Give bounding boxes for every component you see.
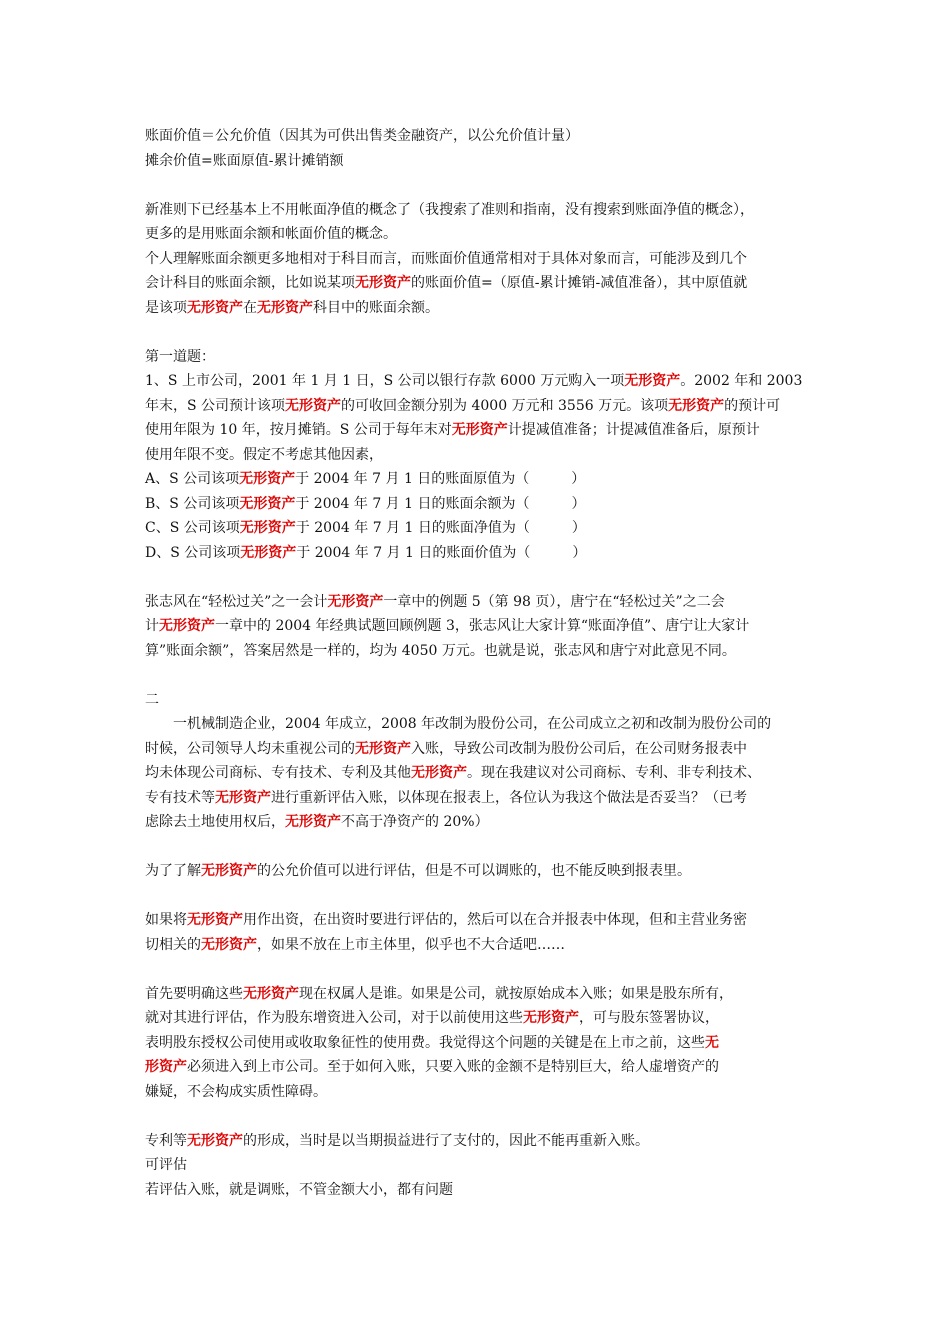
text-segment: 是该项	[145, 299, 187, 316]
keyword-highlight: 无形资产	[355, 275, 411, 291]
text-line	[145, 516, 817, 541]
text-segment: 一章中的 2004 年经典试题回顾例题 3，张志风让大家计算“账面净值”、唐宁让大家计	[215, 618, 750, 634]
text-segment: 如果将	[145, 912, 187, 928]
text-segment: 不高于净资产的 20%）	[341, 814, 489, 830]
text-line	[145, 271, 817, 296]
keyword-highlight: 无形资产	[523, 1010, 579, 1026]
blank-line	[145, 835, 817, 860]
text-segment: 专利等	[145, 1132, 187, 1149]
text-line	[145, 933, 817, 958]
keyword-highlight: 无形资产	[187, 299, 243, 316]
text-segment: 于 2004 年 7 月 1 日的账面价值为（ ）	[296, 544, 587, 561]
text-segment: 时候，公司领导人均未重视公司的	[145, 740, 355, 757]
text-line	[145, 1031, 817, 1056]
keyword-highlight: 无形资产	[240, 544, 297, 561]
text-segment: C、S 公司该项	[145, 520, 240, 536]
text-segment: 首先要明确这些	[145, 985, 243, 1002]
text-segment: 的公允价值可以进行评估，但是不可以调账的，也不能反映到报表里。	[257, 863, 691, 879]
text-segment: 用作出资，在出资时要进行评估的，然后可以在合并报表中体现，但和主营业务密	[243, 912, 747, 928]
text-line	[145, 1153, 817, 1178]
text-line	[145, 688, 817, 713]
blank-line	[145, 957, 817, 982]
text-segment: 的账面价值=（原值-累计摊销-减值准备），其中原值就	[411, 275, 748, 291]
text-line	[145, 369, 817, 394]
text-segment: 1、S 上市公司，2001 年 1 月 1 日，S 公司以银行存款 6000 万元购入一项	[145, 373, 625, 389]
text-line	[145, 908, 817, 933]
text-segment: 算”账面余额”，答案居然是一样的，均为 4050 万元。也就是说，张志风和唐宁对此意见不同。	[145, 642, 736, 659]
text-line	[145, 1055, 817, 1080]
text-line	[145, 149, 817, 174]
text-segment: 必须进入到上市公司。至于如何入账，只要入账的金额不是特别巨大，给人虚增资产的	[187, 1059, 719, 1075]
blank-line	[145, 565, 817, 590]
text-segment: 虑除去土地使用权后，	[145, 814, 285, 830]
text-segment: D、S 公司该项	[145, 544, 241, 561]
text-segment: 计	[145, 618, 159, 634]
text-segment: 的可收回金额分别为 4000 万元和 3556 万元。该项	[341, 397, 669, 414]
text-line	[145, 247, 817, 272]
text-line	[145, 614, 817, 639]
text-segment: 科目中的账面余额。	[313, 299, 439, 316]
text-segment: 账面价值＝公允价值（因其为可供出售类金融资产，以公允价值计量）	[145, 128, 579, 144]
keyword-highlight: 无形资产	[411, 765, 467, 781]
text-segment: 会计科目的账面余额，比如说某项	[145, 275, 355, 291]
text-line	[145, 737, 817, 762]
text-line	[145, 712, 817, 737]
keyword-highlight: 无形资产	[159, 618, 215, 634]
text-line	[145, 761, 817, 786]
text-line	[145, 859, 817, 884]
keyword-highlight: 无形资产	[239, 495, 296, 512]
text-segment: 专有技术等	[145, 789, 215, 806]
keyword-highlight: 无形资产	[239, 471, 296, 487]
blank-line	[145, 663, 817, 688]
text-line	[145, 443, 817, 468]
text-line	[145, 1129, 817, 1154]
keyword-highlight: 无形资产	[285, 814, 341, 830]
text-segment: 的预计可	[724, 397, 781, 414]
text-segment: 第一道题：	[145, 348, 215, 365]
text-segment: 使用年限不变。假定不考虑其他因素，	[145, 446, 383, 463]
blank-line	[145, 320, 817, 345]
text-segment: 的形成，当时是以当期损益进行了支付的，因此不能再重新入账。	[243, 1132, 649, 1149]
text-segment: 摊余价值=账面原值-累计摊销额	[145, 152, 344, 169]
text-line	[145, 296, 817, 321]
text-segment: 。现在我建议对公司商标、专利、非专利技术、	[467, 765, 761, 781]
blank-line	[145, 173, 817, 198]
keyword-highlight: 无形资产	[668, 397, 725, 414]
text-segment: 新准则下已经基本上不用帐面净值的概念了（我搜索了准则和指南，没有搜索到账面净值的概念），	[145, 201, 754, 218]
text-segment: 使用年限为 10 年，按月摊销。S 公司于每年末对	[145, 422, 452, 438]
keyword-highlight: 无	[705, 1034, 719, 1051]
blank-line	[145, 1104, 817, 1129]
text-segment: 若评估入账，就是调账，不管金额大小，都有问题	[145, 1181, 453, 1198]
keyword-highlight: 无形资产	[243, 985, 299, 1002]
text-segment: 一章中的例题 5（第 98 页），唐宁在“轻松过关”之二会	[383, 593, 725, 610]
keyword-highlight: 无形资产	[201, 863, 257, 879]
text-segment: 为了了解	[145, 863, 201, 879]
text-segment: 均未体现公司商标、专有技术、专利及其他	[145, 765, 411, 781]
text-segment: 嫌疑，不会构成实质性障碍。	[145, 1083, 327, 1100]
keyword-highlight: 无形资产	[355, 740, 411, 757]
blank-line	[145, 884, 817, 909]
text-segment: 二	[145, 691, 159, 708]
text-segment: 一机械制造企业，2004 年成立，2008 年改制为股份公司，在公司成立之初和改制为股份公司的	[173, 716, 772, 732]
text-segment: 就对其进行评估，作为股东增资进入公司，对于以前使用这些	[145, 1010, 523, 1026]
text-segment: 。2002 年和 2003	[680, 373, 803, 389]
keyword-highlight: 形资产	[145, 1059, 187, 1075]
text-line	[145, 810, 817, 835]
text-line	[145, 345, 817, 370]
text-line	[145, 222, 817, 247]
text-segment: 张志风在“轻松过关”之一会计	[145, 593, 328, 610]
text-segment: 现在权属人是谁。如果是公司，就按原始成本入账；如果是股东所有，	[299, 985, 733, 1002]
text-segment: 年末，S 公司预计该项	[145, 397, 286, 414]
text-segment: 个人理解账面余额更多地相对于科目而言，而账面价值通常相对于具体对象而言，可能涉及到几个	[145, 250, 747, 267]
text-segment: 更多的是用账面余额和帐面价值的概念。	[145, 226, 397, 242]
text-line	[145, 1006, 817, 1031]
text-segment: 于 2004 年 7 月 1 日的账面净值为（ ）	[295, 520, 586, 536]
text-segment: 在	[243, 299, 257, 316]
text-line	[145, 1178, 817, 1203]
text-line	[145, 786, 817, 811]
text-line	[145, 198, 817, 223]
text-segment: 进行重新评估入账，以体现在报表上，各位认为我这个做法是否妥当？（已考	[271, 789, 747, 806]
text-segment: 计提减值准备；计提减值准备后，原预计	[507, 422, 760, 438]
document-body	[145, 124, 817, 1202]
text-line	[145, 982, 817, 1007]
keyword-highlight: 无形资产	[451, 422, 508, 438]
text-line	[145, 492, 817, 517]
text-segment: 可评估	[145, 1157, 187, 1173]
text-segment: 切相关的	[145, 936, 201, 953]
text-segment: ，如果不放在上市主体里，似乎也不大合适吧……	[257, 936, 565, 953]
keyword-highlight: 无形资产	[285, 397, 342, 414]
text-segment: 表明股东授权公司使用或收取象征性的使用费。我觉得这个问题的关键是在上市之前，这些	[145, 1034, 705, 1051]
text-line	[145, 541, 817, 566]
text-line	[145, 418, 817, 443]
text-segment: 于 2004 年 7 月 1 日的账面余额为（ ）	[295, 495, 586, 512]
text-segment: A、S 公司该项	[145, 471, 240, 487]
text-line	[145, 467, 817, 492]
keyword-highlight: 无形资产	[239, 520, 296, 536]
keyword-highlight: 无形资产	[624, 373, 681, 389]
text-line	[145, 590, 817, 615]
keyword-highlight: 无形资产	[327, 593, 384, 610]
keyword-highlight: 无形资产	[257, 299, 313, 316]
keyword-highlight: 无形资产	[201, 936, 257, 953]
text-line	[145, 1080, 817, 1105]
text-segment: ，可与股东签署协议，	[579, 1010, 719, 1026]
keyword-highlight: 无形资产	[187, 1132, 243, 1149]
text-line	[145, 394, 817, 419]
text-line	[145, 639, 817, 664]
keyword-highlight: 无形资产	[215, 789, 271, 806]
text-segment: 入账，导致公司改制为股份公司后，在公司财务报表中	[411, 740, 747, 757]
keyword-highlight: 无形资产	[187, 912, 243, 928]
text-segment: 于 2004 年 7 月 1 日的账面原值为（ ）	[295, 471, 586, 487]
text-segment: B、S 公司该项	[145, 495, 240, 512]
text-line	[145, 124, 817, 149]
